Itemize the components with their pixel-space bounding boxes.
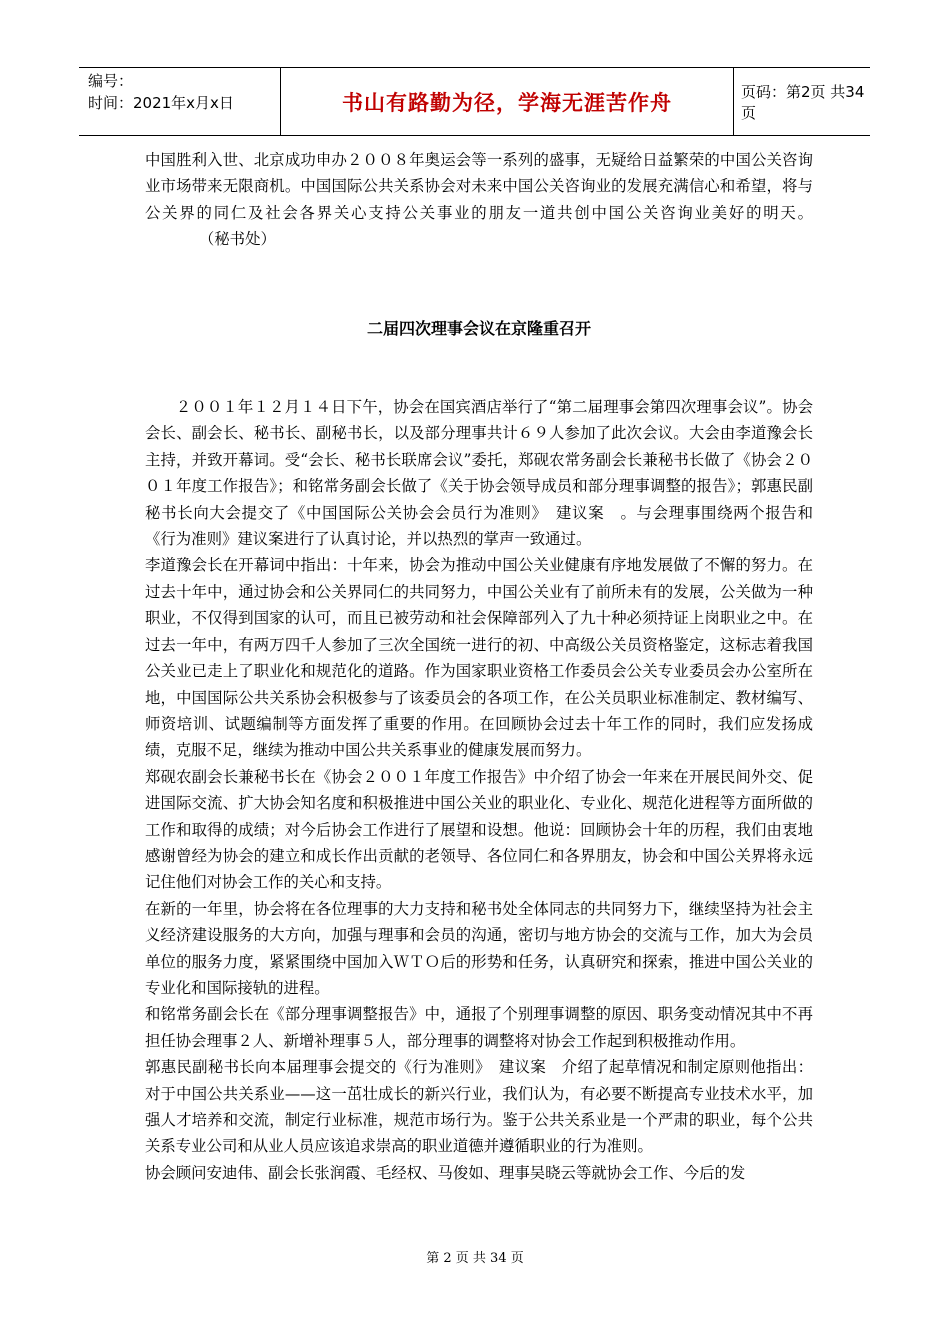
document-body <box>145 147 813 1186</box>
header-meta <box>79 68 281 135</box>
header-page-number <box>734 68 870 135</box>
article-paragraph-1: ２００１年１２月１４日下午，协会在国宾酒店举行了“第二届理事会第四次理事会议”。协会会长、副会长、秘书长、副秘书长，以及部分理事共计６９人参加了此次会议。大会由李道豫会长主持，并致开幕词。受“会长、秘书长联席会议”委托，郑砚农常务副会长兼秘书长做了《协会２００１年度工作报告》；和铭常务副会长做了《关于协会领导成员和部分理事调整的报告》；郭惠民副秘书长向大会提交了《中国国际公关协会会员行为准则》 建议案 。与会理事围绕两个报告和《行为准则》建议案进行了认真讨论，并以热烈的掌声一致通过。 <box>145 398 813 549</box>
article-paragraph-4: 在新的一年里，协会将在各位理事的大力支持和秘书处全体同志的共同努力下，继续坚持为社会主义经济建设服务的大方向，加强与理事和会员的沟通，密切与地方协会的交流与工作，加大为会员单位的服务力度，紧紧围绕中国加入ＷＴＯ后的形势和任务，认真研究和探索，推进中国公关业的专业化和国际接轨的进程。 <box>145 899 813 997</box>
page-header <box>79 67 870 136</box>
header-page-label: 页码：第2页 共34页 <box>741 82 865 122</box>
article-paragraph-5: 和铭常务副会长在《部分理事调整报告》中，通报了个别理事调整的原因、职务变动情况其中不再担任协会理事２人、新增补理事５人，部分理事的调整将对协会工作起到积极推动作用。 <box>145 1005 813 1050</box>
header-motto: 书山有路勤为径，学海无涯苦作舟 <box>342 90 672 115</box>
intro-text: 中国胜利入世、北京成功申办２００８年奥运会等一系列的盛事，无疑给日益繁荣的中国公关咨询业市场带来无限商机。中国国际公共关系协会对未来中国公关咨询业的发展充满信心和希望，将与公关界的同仁及社会各界关心支持公关事业的朋友一道共创中国公关咨询业美好的明天。 <box>145 151 813 222</box>
document-number-label: 编号： <box>88 72 134 90</box>
article-paragraph-2: 李道豫会长在开幕词中指出：十年来，协会为推动中国公关业健康有序地发展做了不懈的努力。在过去十年中，通过协会和公关界同仁的共同努力，中国公关业有了前所未有的发展，公关做为一种职业，不仅得到国家的认可，而且已被劳动和社会保障部列入了九十种必须持证上岗职业之中。在过去一年中，有两万四千人参加了三次全国统一进行的初、中高级公关员资格鉴定，这标志着我国公关业已走上了职业化和规范化的道路。作为国家职业资格工作委员会公关专业委员会办公室所在地，中国国际公共关系协会积极参与了该委员会的各项工作，在公关员职业标准制定、教材编写、师资培训、试题编制等方面发挥了重要的作用。在回顾协会过去十年工作的同时，我们应发扬成绩，克服不足，继续为推动中国公共关系事业的健康发展而努力。 <box>145 556 813 760</box>
intro-signature: （秘书处） <box>198 230 276 249</box>
page-footer: 第 2 页 共 34 页 <box>426 1251 524 1266</box>
document-time-label: 时间：2021年x月x日 <box>88 94 234 112</box>
article-paragraph-6: 郭惠民副秘书长向本届理事会提交的《行为准则》 建议案 介绍了起草情况和制定原则他指出：对于中国公共关系业——这一茁壮成长的新兴行业，我们认为，有必要不断提高专业技术水平，加强人才培养和交流，制定行业标准，规范市场行为。鉴于公共关系业是一个严肃的职业，每个公共关系专业公司和从业人员应该追求崇高的职业道德并遵循职业的行为准则。 <box>145 1058 813 1156</box>
article-paragraph-3: 郑砚农副会长兼秘书长在《协会２００１年度工作报告》中介绍了协会一年来在开展民间外交、促进国际交流、扩大协会知名度和积极推进中国公关业的职业化、专业化、规范化进程等方面所做的工作和取得的成绩；对今后协会工作进行了展望和设想。他说：回顾协会十年的历程，我们由衷地感谢曾经为协会的建立和成长作出贡献的老领导、各位同仁和各界朋友，协会和中国公关界将永远记住他们对协会工作的关心和支持。 <box>145 767 813 892</box>
article-paragraph-7: 协会顾问安迪伟、副会长张润霞、毛经权、马俊如、理事吴晓云等就协会工作、今后的发 <box>145 1163 746 1182</box>
article-title: 二届四次理事会议在京隆重召开 <box>366 318 591 338</box>
header-motto-cell <box>281 68 734 135</box>
intro-paragraph <box>145 147 813 253</box>
